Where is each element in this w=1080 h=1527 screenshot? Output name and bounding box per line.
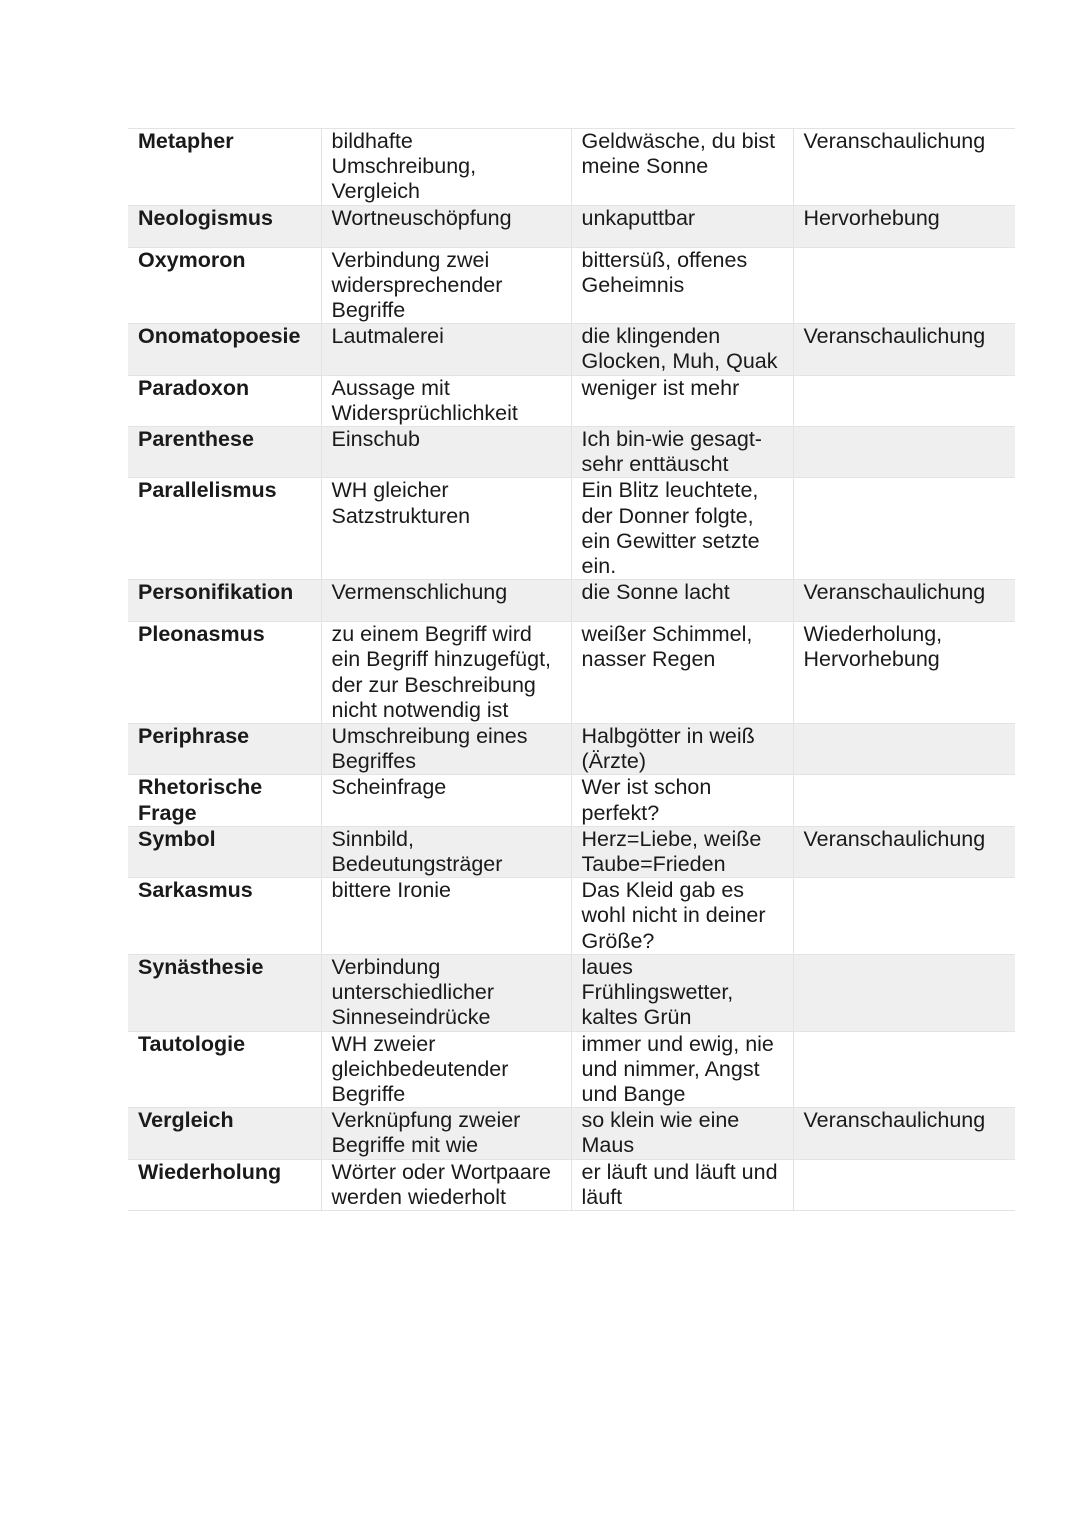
effect-cell: Veranschaulichung [793, 129, 1015, 206]
term-cell: Pleonasmus [128, 622, 321, 724]
effect-cell [793, 775, 1015, 826]
table-row [128, 954, 1015, 1031]
definition-cell: bittere Ironie [321, 878, 571, 955]
stylistic-devices-table [128, 128, 1015, 1211]
example-cell: Herz=Liebe, weiße Taube=Frieden [571, 826, 793, 877]
example-cell: weniger ist mehr [571, 375, 793, 426]
term-cell: Personifikation [128, 580, 321, 622]
term-cell: Parallelismus [128, 478, 321, 580]
definition-cell: bildhafte Umschreibung, Vergleich [321, 129, 571, 206]
term-cell: Neologismus [128, 205, 321, 247]
example-cell: Wer ist schon perfekt? [571, 775, 793, 826]
term-cell: Paradoxon [128, 375, 321, 426]
definition-cell: zu einem Begriff wird ein Begriff hinzugefügt, der zur Beschreibung nicht notwendig ist [321, 622, 571, 724]
table-row [128, 129, 1015, 206]
definition-cell: Verbindung unterschiedlicher Sinneseindrücke [321, 954, 571, 1031]
definition-cell: Wortneuschöpfung [321, 205, 571, 247]
effect-cell: Veranschaulichung [793, 324, 1015, 375]
example-cell: laues Frühlingswetter, kaltes Grün [571, 954, 793, 1031]
table-row [128, 205, 1015, 247]
example-cell: so klein wie eine Maus [571, 1108, 793, 1159]
definition-cell: Verbindung zwei widersprechender Begriffe [321, 247, 571, 324]
term-cell: Wiederholung [128, 1159, 321, 1210]
effect-cell [793, 375, 1015, 426]
table-row [128, 580, 1015, 622]
term-cell: Parenthese [128, 427, 321, 478]
example-cell: Das Kleid gab es wohl nicht in deiner Größe? [571, 878, 793, 955]
example-cell: weißer Schimmel, nasser Regen [571, 622, 793, 724]
definition-cell: Scheinfrage [321, 775, 571, 826]
table-row [128, 775, 1015, 826]
example-cell: immer und ewig, nie und nimmer, Angst und Bange [571, 1031, 793, 1108]
effect-cell: Veranschaulichung [793, 1108, 1015, 1159]
term-cell: Tautologie [128, 1031, 321, 1108]
table-row [128, 878, 1015, 955]
example-cell: Halbgötter in weiß (Ärzte) [571, 724, 793, 775]
table-row [128, 247, 1015, 324]
definition-cell: Lautmalerei [321, 324, 571, 375]
effect-cell [793, 427, 1015, 478]
definition-cell: Aussage mit Widersprüchlichkeit [321, 375, 571, 426]
term-cell: Sarkasmus [128, 878, 321, 955]
table-row [128, 1108, 1015, 1159]
effect-cell [793, 954, 1015, 1031]
definition-cell: Verknüpfung zweier Begriffe mit wie [321, 1108, 571, 1159]
definition-cell: Einschub [321, 427, 571, 478]
example-cell: er läuft und läuft und läuft [571, 1159, 793, 1210]
table-row [128, 826, 1015, 877]
term-cell: Symbol [128, 826, 321, 877]
definition-cell: WH zweier gleichbedeutender Begriffe [321, 1031, 571, 1108]
table-row [128, 324, 1015, 375]
table-row [128, 375, 1015, 426]
effect-cell: Veranschaulichung [793, 826, 1015, 877]
table-row [128, 427, 1015, 478]
effect-cell [793, 1159, 1015, 1210]
effect-cell [793, 478, 1015, 580]
effect-cell [793, 247, 1015, 324]
effect-cell: Hervorhebung [793, 205, 1015, 247]
definition-cell: WH gleicher Satzstrukturen [321, 478, 571, 580]
example-cell: Geldwäsche, du bist meine Sonne [571, 129, 793, 206]
effect-cell [793, 724, 1015, 775]
table-body [128, 129, 1015, 1211]
table-row [128, 478, 1015, 580]
term-cell: Oxymoron [128, 247, 321, 324]
term-cell: Vergleich [128, 1108, 321, 1159]
example-cell: Ein Blitz leuchtete, der Donner folgte, ein Gewitter setzte ein. [571, 478, 793, 580]
definition-cell: Umschreibung eines Begriffes [321, 724, 571, 775]
term-cell: Rhetorische Frage [128, 775, 321, 826]
term-cell: Synästhesie [128, 954, 321, 1031]
definition-cell: Wörter oder Wortpaare werden wiederholt [321, 1159, 571, 1210]
term-cell: Periphrase [128, 724, 321, 775]
effect-cell [793, 878, 1015, 955]
example-cell: unkaputtbar [571, 205, 793, 247]
effect-cell [793, 1031, 1015, 1108]
example-cell: die Sonne lacht [571, 580, 793, 622]
term-cell: Metapher [128, 129, 321, 206]
effect-cell: Wiederholung, Hervorhebung [793, 622, 1015, 724]
table-row [128, 622, 1015, 724]
table-row [128, 1159, 1015, 1210]
term-cell: Onomatopoesie [128, 324, 321, 375]
example-cell: bittersüß, offenes Geheimnis [571, 247, 793, 324]
table-row [128, 724, 1015, 775]
example-cell: die klingenden Glocken, Muh, Quak [571, 324, 793, 375]
definition-cell: Sinnbild, Bedeutungsträger [321, 826, 571, 877]
table-row [128, 1031, 1015, 1108]
example-cell: Ich bin-wie gesagt- sehr enttäuscht [571, 427, 793, 478]
definition-cell: Vermenschlichung [321, 580, 571, 622]
effect-cell: Veranschaulichung [793, 580, 1015, 622]
